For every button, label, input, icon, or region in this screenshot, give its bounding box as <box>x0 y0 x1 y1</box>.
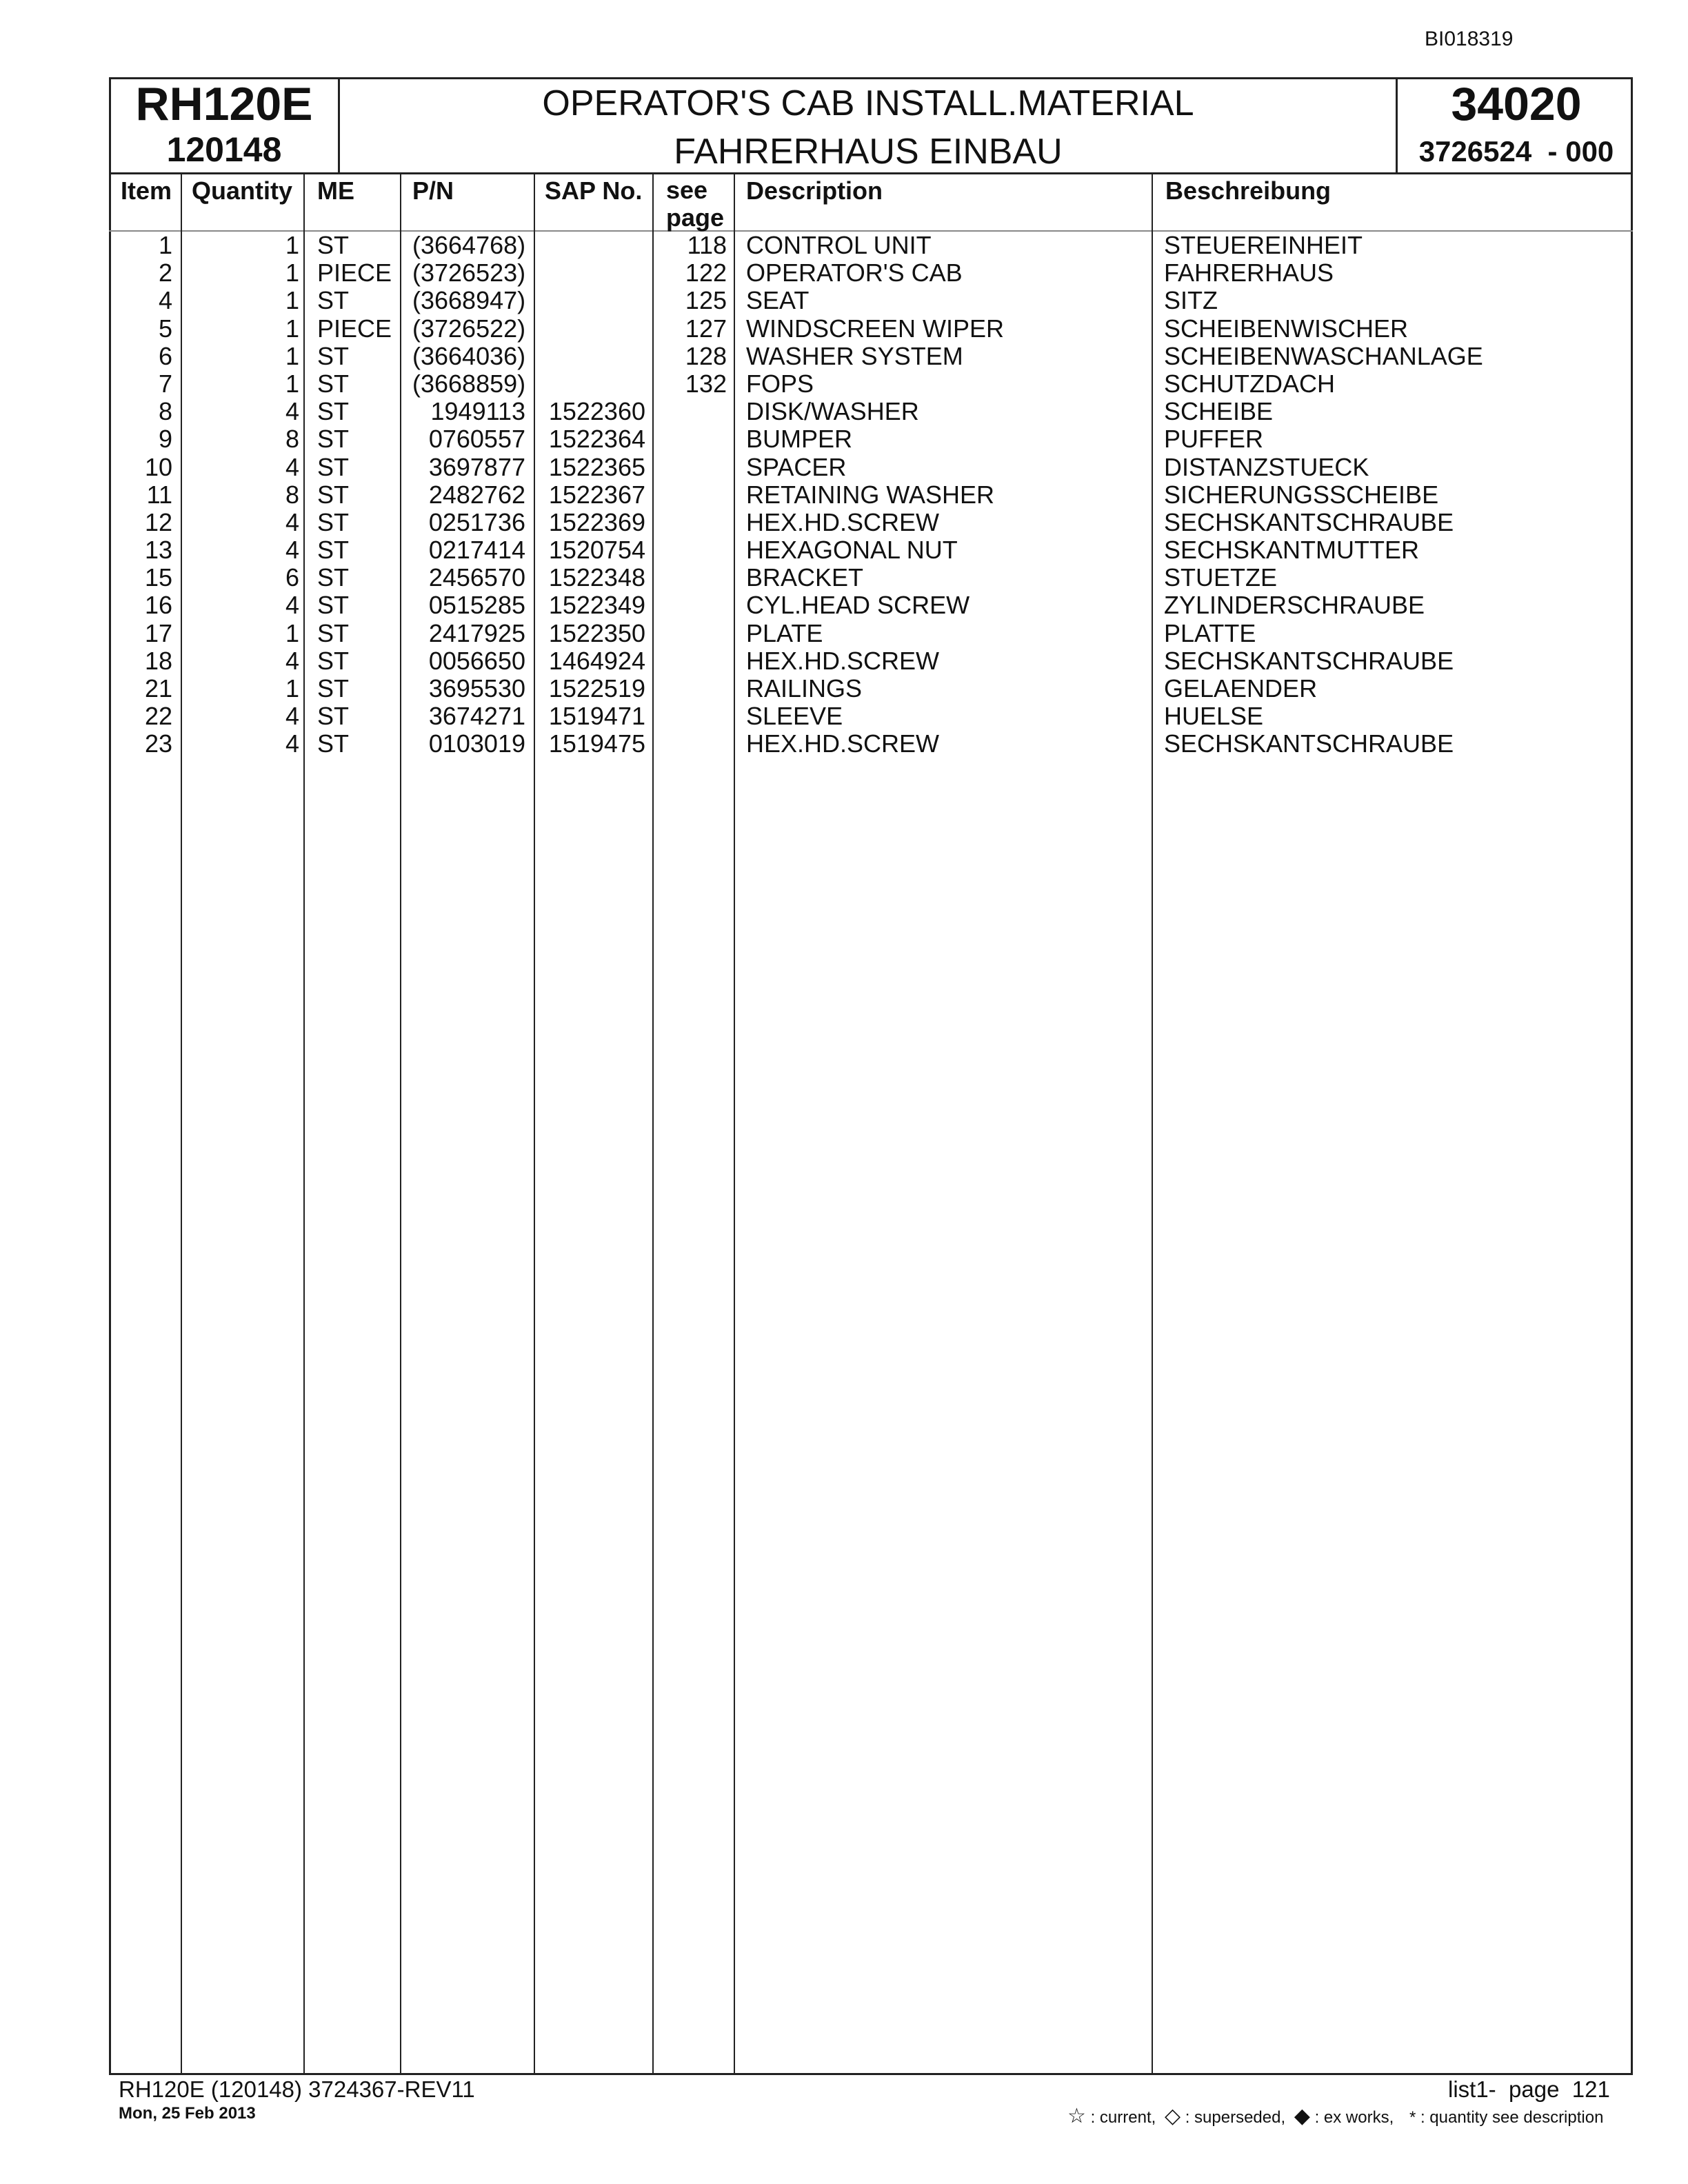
cell-sap-number: 1522360 <box>548 397 645 426</box>
table-row <box>0 259 1688 287</box>
cell-part-number: 0103019 <box>428 729 525 758</box>
cell-see-page: 127 <box>685 314 727 343</box>
cell-description: RAILINGS <box>746 674 863 702</box>
table-row <box>0 454 1688 481</box>
cell-unit: ST <box>317 452 350 481</box>
cell-beschreibung: HUELSE <box>1164 702 1264 731</box>
cell-beschreibung: ZYLINDERSCHRAUBE <box>1164 591 1425 620</box>
cell-quantity: 1 <box>285 259 299 287</box>
footer-doc-ref: RH120E (120148) 3724367-REV11 <box>119 2076 475 2102</box>
cell-part-number: (3668947) <box>412 286 526 315</box>
table-row <box>0 647 1688 675</box>
col-header-pn: P/N <box>412 176 454 205</box>
table-row <box>0 232 1688 259</box>
col-header-sap: SAP No. <box>545 176 643 205</box>
cell-item-number: 11 <box>146 480 172 509</box>
star-outline-icon: ☆ <box>1067 2105 1086 2127</box>
cell-part-number: 0056650 <box>428 646 525 675</box>
cell-sap-number: 1519471 <box>548 702 645 731</box>
cell-see-page: 118 <box>687 231 727 259</box>
cell-unit: ST <box>317 286 350 315</box>
cell-unit: ST <box>317 507 350 536</box>
part-reference: 3726524 - 000 <box>1418 135 1614 168</box>
cell-item-number: 7 <box>158 369 172 398</box>
cell-part-number: (3668859) <box>412 369 526 398</box>
cell-sap-number: 1522364 <box>548 425 645 454</box>
table-row <box>0 481 1688 509</box>
cell-quantity: 6 <box>285 563 299 592</box>
cell-beschreibung: STEUEREINHEIT <box>1164 231 1363 259</box>
cell-see-page: 122 <box>685 259 727 287</box>
cell-part-number: 2456570 <box>428 563 525 592</box>
serial-number: 120148 <box>166 130 282 169</box>
cell-beschreibung: SECHSKANTMUTTER <box>1164 536 1420 565</box>
cell-unit: ST <box>317 369 350 398</box>
cell-beschreibung: PUFFER <box>1164 425 1263 454</box>
cell-unit: PIECE <box>317 259 392 287</box>
cell-quantity: 1 <box>285 341 299 370</box>
cell-part-number: (3664768) <box>412 231 526 259</box>
cell-beschreibung: SECHSKANTSCHRAUBE <box>1164 646 1454 675</box>
cell-description: OPERATOR'S CAB <box>746 259 963 287</box>
cell-sap-number: 1522367 <box>548 480 645 509</box>
cell-description: SPACER <box>746 452 847 481</box>
table-row <box>0 509 1688 536</box>
cell-sap-number: 1519475 <box>548 729 645 758</box>
cell-sap-number: 1522369 <box>548 507 645 536</box>
col-header-see-page: see page <box>666 176 725 232</box>
cell-part-number: (3726523) <box>412 259 526 287</box>
model-name: RH120E <box>135 78 313 130</box>
cell-unit: ST <box>317 591 350 620</box>
table-row <box>0 536 1688 564</box>
cell-part-number: 3697877 <box>428 452 525 481</box>
cell-item-number: 6 <box>158 341 172 370</box>
table-row <box>0 315 1688 343</box>
cell-sap-number: 1522365 <box>548 452 645 481</box>
table-row <box>0 343 1688 370</box>
cell-unit: PIECE <box>317 314 392 343</box>
cell-description: BUMPER <box>746 425 853 454</box>
cell-description: BRACKET <box>746 563 864 592</box>
cell-item-number: 17 <box>144 618 172 647</box>
cell-unit: ST <box>317 231 350 259</box>
cell-beschreibung: SECHSKANTSCHRAUBE <box>1164 507 1454 536</box>
cell-item-number: 15 <box>144 563 172 592</box>
cell-description: CONTROL UNIT <box>746 231 932 259</box>
cell-item-number: 5 <box>158 314 172 343</box>
cell-item-number: 18 <box>144 646 172 675</box>
cell-quantity: 1 <box>285 286 299 315</box>
cell-beschreibung: SCHEIBENWASCHANLAGE <box>1164 341 1483 370</box>
cell-beschreibung: STUETZE <box>1164 563 1278 592</box>
cell-quantity: 4 <box>285 591 299 620</box>
cell-description: WINDSCREEN WIPER <box>746 314 1005 343</box>
cell-beschreibung: SECHSKANTSCHRAUBE <box>1164 729 1454 758</box>
table-row <box>0 592 1688 619</box>
table-row <box>0 675 1688 702</box>
cell-description: CYL.HEAD SCREW <box>746 591 970 620</box>
cell-quantity: 1 <box>285 369 299 398</box>
cell-description: PLATE <box>746 618 823 647</box>
cell-beschreibung: SITZ <box>1164 286 1218 315</box>
cell-unit: ST <box>317 674 350 702</box>
cell-item-number: 9 <box>158 425 172 454</box>
cell-quantity: 1 <box>285 618 299 647</box>
footer-legend: ☆ : current, ◇ : superseded, ◆ : ex works, * : quantity see description <box>1067 2105 1604 2127</box>
cell-quantity: 8 <box>285 480 299 509</box>
cell-item-number: 16 <box>144 591 172 620</box>
cell-item-number: 21 <box>144 674 172 702</box>
cell-quantity: 4 <box>285 452 299 481</box>
cell-description: RETAINING WASHER <box>746 480 995 509</box>
cell-sap-number: 1522349 <box>548 591 645 620</box>
cell-description: DISK/WASHER <box>746 397 919 426</box>
title-left-divider <box>338 77 340 174</box>
cell-description: FOPS <box>746 369 814 398</box>
cell-description: HEX.HD.SCREW <box>746 729 940 758</box>
cell-beschreibung: SCHEIBE <box>1164 397 1274 426</box>
cell-see-page: 128 <box>685 341 727 370</box>
cell-quantity: 4 <box>285 536 299 565</box>
cell-beschreibung: DISTANZSTUECK <box>1164 452 1369 481</box>
table-row <box>0 370 1688 398</box>
table-row <box>0 702 1688 730</box>
cell-quantity: 4 <box>285 507 299 536</box>
cell-part-number: 3674271 <box>428 702 525 731</box>
cell-description: WASHER SYSTEM <box>746 341 963 370</box>
cell-quantity: 4 <box>285 397 299 426</box>
cell-unit: ST <box>317 480 350 509</box>
cell-item-number: 12 <box>144 507 172 536</box>
cell-unit: ST <box>317 397 350 426</box>
cell-part-number: (3726522) <box>412 314 526 343</box>
cell-unit: ST <box>317 729 350 758</box>
cell-description: HEXAGONAL NUT <box>746 536 958 565</box>
cell-unit: ST <box>317 646 350 675</box>
cell-beschreibung: PLATTE <box>1164 618 1256 647</box>
cell-sap-number: 1522350 <box>548 618 645 647</box>
cell-part-number: (3664036) <box>412 341 526 370</box>
diamond-filled-icon: ◆ <box>1294 2105 1310 2127</box>
cell-item-number: 13 <box>144 536 172 565</box>
cell-description: HEX.HD.SCREW <box>746 646 940 675</box>
cell-part-number: 3695530 <box>428 674 525 702</box>
cell-beschreibung: SCHUTZDACH <box>1164 369 1335 398</box>
cell-sap-number: 1522348 <box>548 563 645 592</box>
cell-quantity: 1 <box>285 314 299 343</box>
parts-table-body <box>0 232 1688 758</box>
cell-unit: ST <box>317 536 350 565</box>
footer-page: list1- page 121 <box>1448 2076 1610 2102</box>
cell-part-number: 0251736 <box>428 507 525 536</box>
cell-quantity: 4 <box>285 729 299 758</box>
title-english: OPERATOR'S CAB INSTALL.MATERIAL <box>542 83 1194 123</box>
title-german: FAHRERHAUS EINBAU <box>674 132 1063 172</box>
group-number: 34020 <box>1451 78 1582 130</box>
cell-part-number: 2482762 <box>428 480 525 509</box>
table-row <box>0 620 1688 647</box>
col-header-quantity: Quantity <box>191 176 292 205</box>
cell-unit: ST <box>317 702 350 731</box>
cell-unit: ST <box>317 618 350 647</box>
cell-quantity: 4 <box>285 702 299 731</box>
cell-item-number: 10 <box>144 452 172 481</box>
cell-unit: ST <box>317 341 350 370</box>
title-right-divider <box>1396 77 1398 174</box>
cell-item-number: 23 <box>144 729 172 758</box>
cell-see-page: 132 <box>685 369 727 398</box>
cell-part-number: 1949113 <box>430 397 525 426</box>
cell-beschreibung: FAHRERHAUS <box>1164 259 1334 287</box>
cell-description: SEAT <box>746 286 810 315</box>
table-row <box>0 287 1688 314</box>
col-header-item: Item <box>120 176 172 205</box>
cell-item-number: 1 <box>158 231 172 259</box>
cell-item-number: 4 <box>158 286 172 315</box>
table-row <box>0 730 1688 758</box>
cell-description: HEX.HD.SCREW <box>746 507 940 536</box>
table-row <box>0 425 1688 453</box>
col-header-description: Description <box>746 176 883 205</box>
cell-quantity: 4 <box>285 646 299 675</box>
col-header-beschreibung: Beschreibung <box>1165 176 1332 205</box>
cell-part-number: 0217414 <box>428 536 525 565</box>
cell-item-number: 8 <box>158 397 172 426</box>
cell-unit: ST <box>317 425 350 454</box>
cell-item-number: 22 <box>144 702 172 731</box>
cell-beschreibung: SICHERUNGSSCHEIBE <box>1164 480 1439 509</box>
cell-item-number: 2 <box>158 259 172 287</box>
cell-part-number: 0760557 <box>428 425 525 454</box>
col-header-me: ME <box>317 176 354 205</box>
cell-part-number: 0515285 <box>428 591 525 620</box>
cell-quantity: 1 <box>285 674 299 702</box>
footer-date: Mon, 25 Feb 2013 <box>119 2104 256 2123</box>
cell-beschreibung: SCHEIBENWISCHER <box>1164 314 1409 343</box>
document-id: BI018319 <box>1425 28 1514 50</box>
diamond-outline-icon: ◇ <box>1164 2105 1181 2127</box>
cell-see-page: 125 <box>685 286 727 315</box>
cell-sap-number: 1520754 <box>548 536 645 565</box>
table-row <box>0 564 1688 592</box>
cell-beschreibung: GELAENDER <box>1164 674 1318 702</box>
table-row <box>0 398 1688 425</box>
cell-quantity: 8 <box>285 425 299 454</box>
cell-description: SLEEVE <box>746 702 843 731</box>
cell-quantity: 1 <box>285 231 299 259</box>
cell-part-number: 2417925 <box>428 618 525 647</box>
cell-unit: ST <box>317 563 350 592</box>
cell-sap-number: 1522519 <box>548 674 645 702</box>
cell-sap-number: 1464924 <box>548 646 645 675</box>
